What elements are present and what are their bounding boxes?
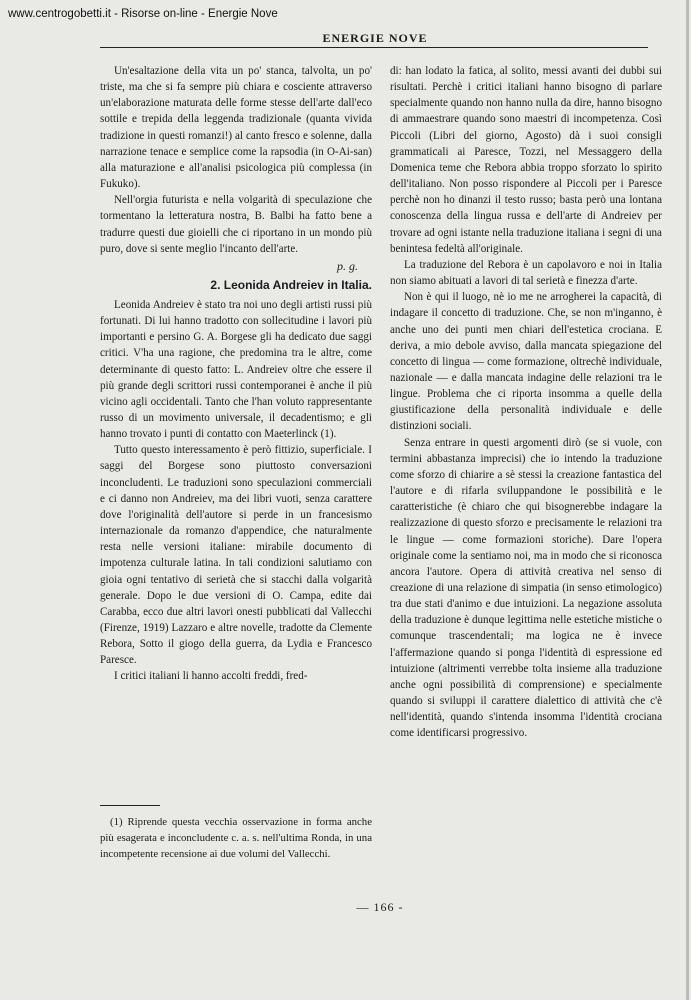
- scan-edge: [686, 0, 689, 1000]
- footnote-text: (1) Riprende questa vecchia osservazione in forma anche più esagerata e inconcludente c. a. s. nell'ultima Ronda, in una incompetente recensione ai due volumi del Vallecchi.: [100, 816, 372, 860]
- page-number: — 166 -: [356, 900, 404, 914]
- paragraph: Un'esaltazione della vita un po' stanca, talvolta, un po' triste, ma che si fa sempre più chiara e cosciente attraverso un'elaborazione maturata delle forme stesse dell'arte dall'eco sottile e trepida della leggenda tradizionale (quanta vivida tradizione in questi romanzi!) al canto fresco e solenne, dalla narrazione tenace e semplice come la rapsodia (in O-Ai-san) alla maturazione e all'analisi psicologica più complessa (in Fukuko).: [100, 65, 372, 191]
- paragraph: La traduzione del Rebora è un capolavoro e noi in Italia non siamo abituati a lavori di tal serietà e finezza d'arte.: [390, 258, 662, 288]
- section-heading: 2. Leonida Andreiev in Italia.: [210, 277, 372, 292]
- running-head-title: ENERGIE NOVE: [322, 31, 428, 45]
- paragraph: Nell'orgia futurista e nella volgarità di speculazione che tormentano la letteratura nostra, B. Balbi ha fatto bene a tradurre questi due gioielli che ci riportano in un mondo più puro, dove si sente meglio l'incanto dell'arte.: [100, 194, 372, 255]
- site-header: www.centrogobetti.it - Risorse on-line - Energie Nove: [8, 8, 278, 20]
- paragraph: Leonida Andreiev è stato tra noi uno degli artisti russi più fortunati. Di lui hanno tradotto con sollecitudine i lavori più importanti e persino G. A. Borgese gli ha dedicato due saggi critici. V'ha una ragione, che predomina tra le altre, come determinante di questo fatto: L. Andreiev oltre che essere il più grande degli scrittori russi contemporanei è anche il più vicino agli occidentali. Tanto che l'han voluto rappresentante russo di un movimento universale, il decadentismo; e gli hanno trovato i punti di contatto con Maeterlinck (1).: [100, 298, 372, 441]
- footnote-rule: [100, 805, 160, 806]
- paragraph: Senza entrare in questi argomenti dirò (se si vuole, con termini abbastanza imprecisi) che io intendo la traduzione come sforzo di chiarire a sè stessi la creazione fantastica del l'autore e di rifarla sviluppandone le possibilità e le caratteristiche (è chiaro che qui bisognerebbe indagare la realizzazione di questo sforzo e precisamente le relazioni tra le lingue — come formazioni storiche). Dare l'opera originale come la sentiamo noi, ma in modo che si riconosca ancora l'autore. Opera di attività creativa nel senso di creazione di una relazione di simpatia (in senso etimologico) tra due stati d'animo e due intuizioni. La negazione assoluta della traduzione è dunque legittima nelle estetiche mistiche o comunque trascendentali; ma logica ne è invece l'affermazione quando si ponga l'identità di espressione ed intuizione (altrimenti verrebbe tolta insieme alla traduzione anche ogni possibilità di comprensione) e specialmente quando si sviluppi il carattere dialettico di attività che c'è nell'identità, quando s'intenda insomma l'identità crociana come identificarsi progressivo.: [390, 436, 662, 740]
- paragraph: di: han lodato la fatica, al solito, messi avanti dei dubbi sui risultati. Perchè i critici italiani hanno bisogno di parlare specialmente quando non hanno nulla da dire, hanno bisogno di ammaestrare quando sono maestri di incompetenza. Così Piccoli (Libri del giorno, Agosto) dà i suoi consigli grammaticali ai Paresce, Tozzi, nel Messaggero della Domenica teme che Rebora abbia troppo sforzato lo spirito dell'italiano. Non posso rispondere al Piccoli per i Paresce perchè non ho dinanzi il testo russo; basta però una lontana conoscenza della lingua russa e dell'arte di Andreiev per trovare ad ogni istante nella traduzione italiana i segni di una benintesa fedeltà all'originale.: [390, 65, 662, 255]
- right-column: [390, 63, 662, 742]
- paragraph: I critici italiani li hanno accolti freddi, fred-: [114, 670, 308, 683]
- author-signature: p. g.: [337, 258, 358, 273]
- paragraph: Tutto questo interessamento è però fittizio, superficiale. I saggi del Borgese sono piuttosto conversazioni inconcludenti. Le traduzioni sono speculazioni commerciali e ci danno non Andreiev, ma dei libri vuoti, senza carattere dove l'originalità dell'autore si perde in un francesismo internazionale da romanzo d'appendice, che naturalmente resta nelle versioni italiane: mirabile documento di impotenza culturale latina. In tali condizioni salutiamo con gioia ogni tentativo di serietà che si stacchi dalla volgarità generale. Dopo le due versioni di O. Campa, edite dai Carabba, ecco due altri lavori onesti pubblicati dal Vallecchi (Firenze, 1919) Lazzaro e altre novelle, tradotte da Clemente Rebora, Sotto il giogo della guerra, da Lydia e Francesco Paresce.: [100, 444, 372, 667]
- paragraph: Non è qui il luogo, nè io me ne arrogherei la capacità, di indagare il concetto di traduzione. Che, se non m'inganno, è anche uno dei punti men chiari dell'estetica crociana. E deriva, a mio debole avviso, dalla mancata spiegazione del concetto di lingua — come formazione, oltrechè individuale, nazionale — e dalla mancata indagine delle relazioni tra le lingue. Problema che ci riporta insomma a quelle della giustificazione della personalità individuale e delle distinzioni sociali.: [390, 291, 662, 433]
- header-rule: [100, 47, 648, 48]
- footnote: [100, 814, 372, 862]
- left-column: [100, 63, 372, 685]
